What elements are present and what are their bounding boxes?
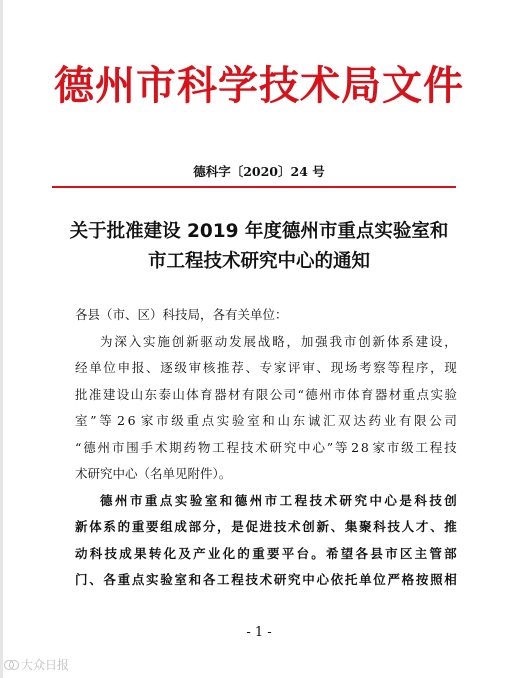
watermark-logo-icon <box>4 660 18 670</box>
salutation: 各县（市、区）科技局，各有关单位： <box>75 307 288 322</box>
notice-title-line: 关于批准建设 2019 年度德州市重点实验室和 <box>69 221 449 242</box>
watermark-text: 大众日报 <box>21 658 70 672</box>
paragraph-line: 德 州 市 重 点 实 验 室 和 德 州 市 工 程 技 术 研 究 中 心 是 科 技 创 <box>100 492 457 508</box>
watermark <box>4 656 69 673</box>
document-number: 德科字〔2020〕24 号 <box>193 164 325 179</box>
document-header-title: 德州市科学技术局文件 <box>54 63 464 109</box>
paragraph-line: 动 科 技 成 果 转 化 及 产 业 化 的 重 要 平 台 。 希 望 各 县 市 区 主 管 部 <box>75 545 457 561</box>
paragraph-line: 新 体 系 的 重 要 组 成 部 分 ， 是 促 进 技 术 创 新 、 集 聚 科 技 人 才 、 推 <box>75 519 457 534</box>
notice-title <box>0 217 518 277</box>
paragraph-line: 为 深 入 实 施 创 新 驱 动 发 展 战 略 ， 加 强 我 市 创 新 体 系 建 设 ， <box>100 333 457 349</box>
paragraph-line: 批 准 建 设 山 东 泰 山 体 育 器 材 有 限 公 司 “ 德 州 市 体 育 器 材 重 点 实 验 <box>75 386 457 402</box>
paragraph-line: “ 德 州 市 围 手 术 期 药 物 工 程 技 术 研 究 中 心 ” 等 2 8 家 市 级 工 程 技 <box>75 439 457 455</box>
red-divider-line <box>52 186 456 188</box>
body-text <box>75 302 457 594</box>
notice-title-line: 市工程技术研究中心的通知 <box>147 251 370 272</box>
page-number: - 1 - <box>246 625 272 640</box>
paragraph-line: 室 ” 等 2 6 家 市 级 重 点 实 验 室 和 山 东 诚 汇 双 达 药 业 有 限 公 司 <box>75 413 457 428</box>
paragraph-line: 门 、 各 重 点 实 验 室 和 各 工 程 技 术 研 究 中 心 依 托 单 位 严 格 按 照 相 <box>75 572 457 587</box>
paragraph-line: 经 单 位 申 报 、 逐 级 审 核 推 荐 、 专 家 评 审 、 现 场 考 察 等 程 序 ， 现 <box>75 360 457 375</box>
paragraph-line: 术研究中心（名单见附件）。 <box>75 466 232 481</box>
